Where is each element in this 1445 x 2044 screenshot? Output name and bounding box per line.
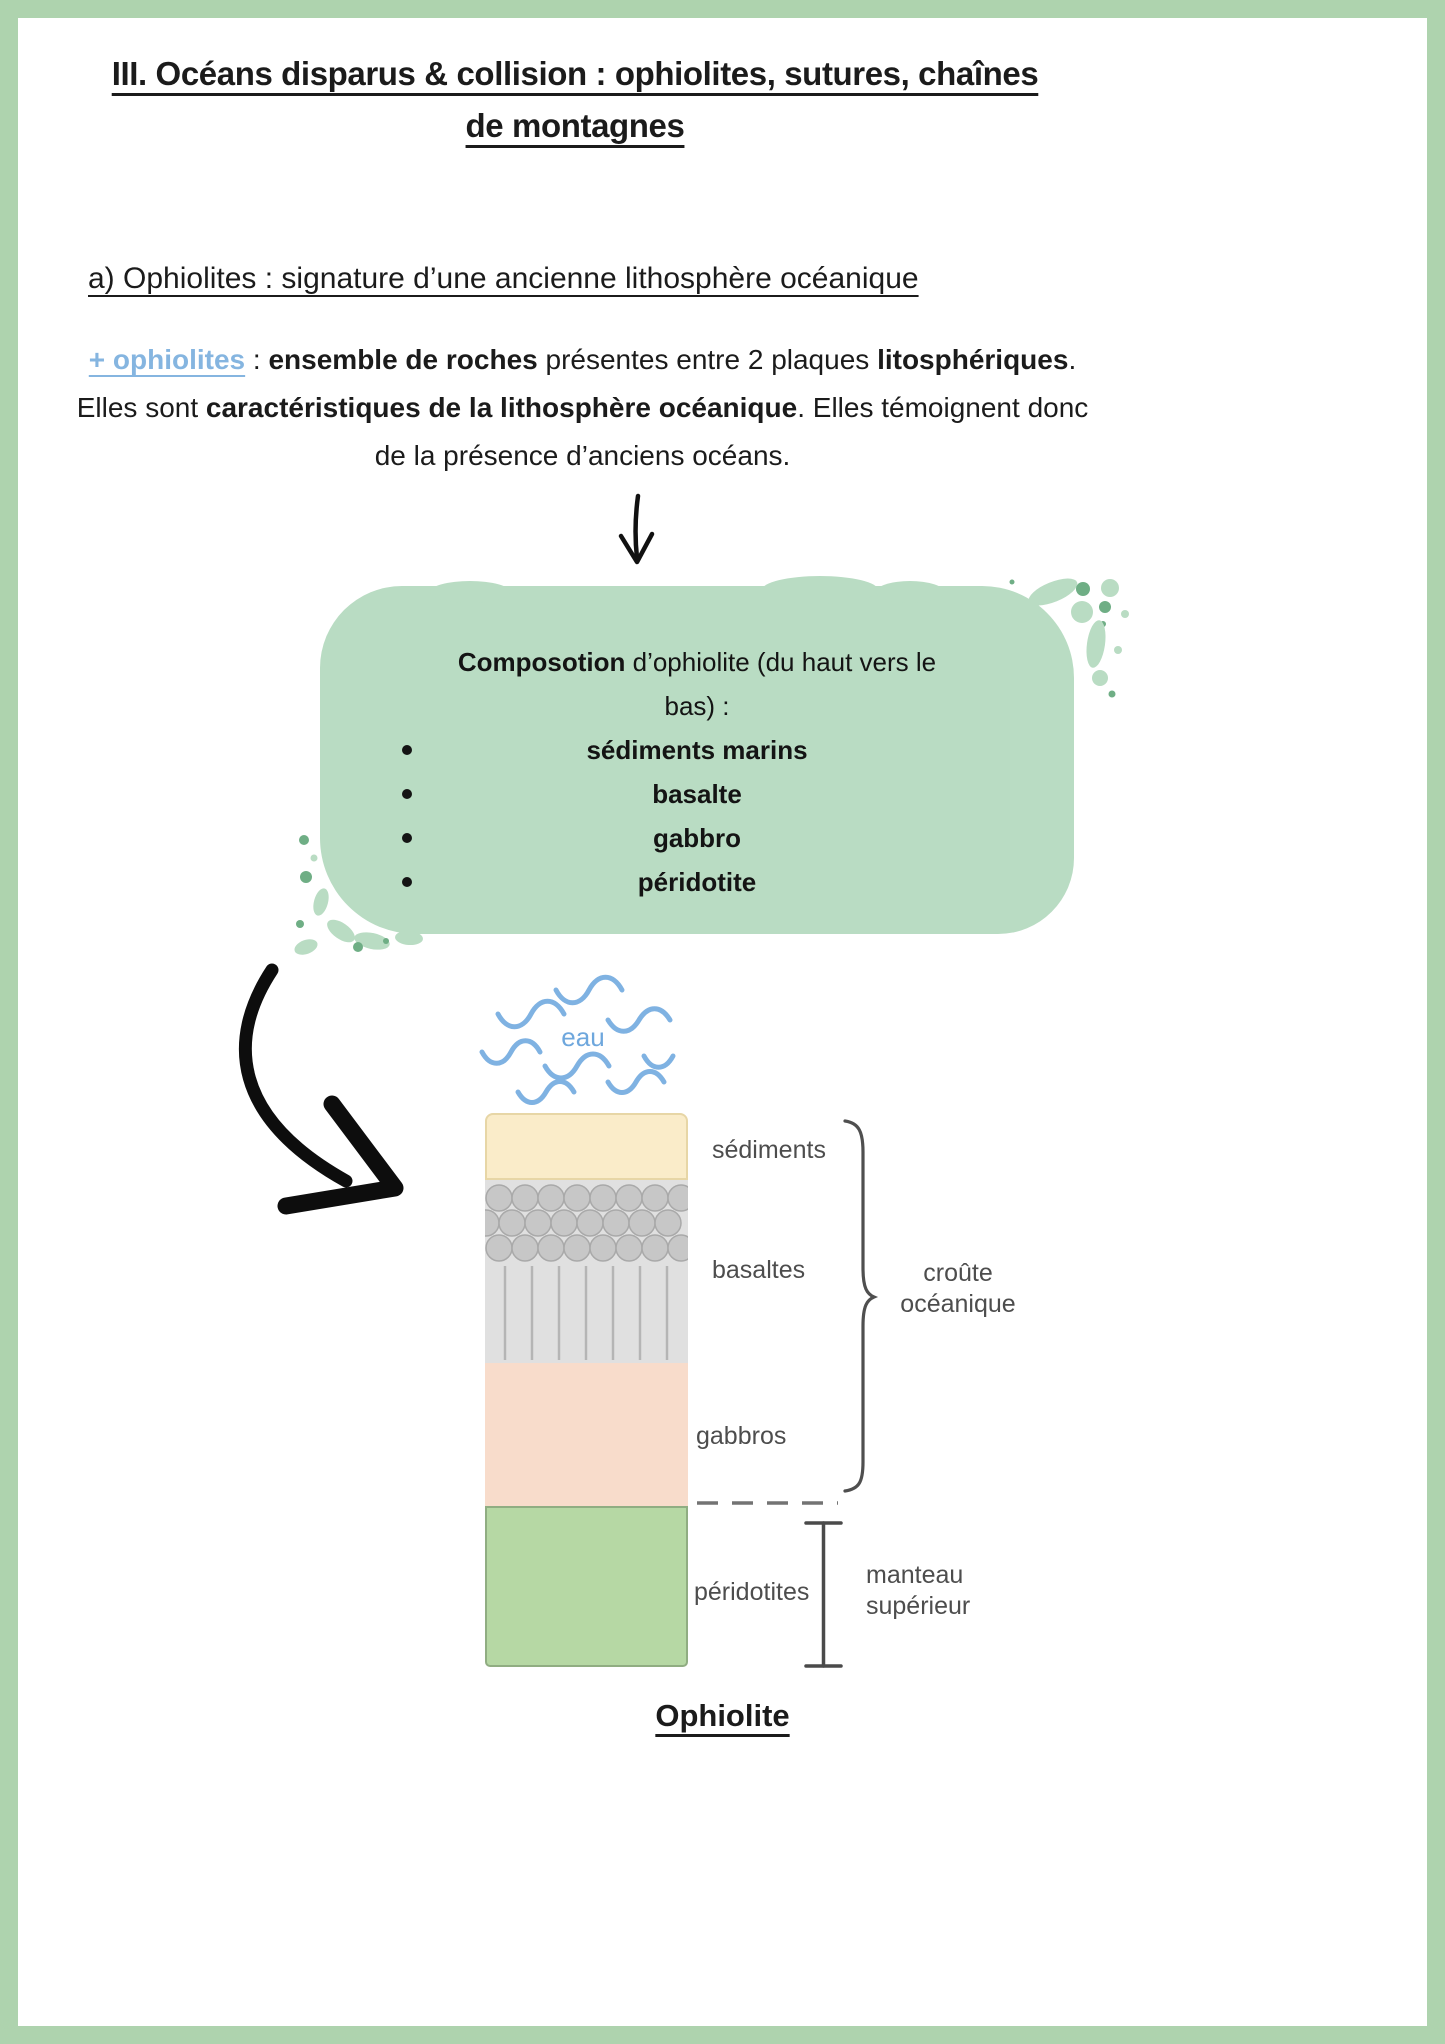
label-basaltes: basaltes: [712, 1256, 806, 1284]
bullet-icon: [402, 833, 412, 843]
diagram-caption-text: Ophiolite: [655, 1698, 790, 1733]
definition-bold-ensemble: ensemble de roches: [268, 344, 538, 375]
label-oceanic-crust-line-1: croûte: [923, 1259, 993, 1287]
label-upper-mantle: [866, 1560, 970, 1622]
layer-basaltes: [485, 1180, 688, 1363]
layer-peridotites: [485, 1506, 688, 1667]
composition-intro-line-1: [320, 640, 1074, 684]
mantle-bracket-icon: [806, 1523, 841, 1666]
composition-box: [320, 586, 1074, 934]
bullet-icon: [402, 789, 412, 799]
label-oceanic-crust-line-2: océanique: [900, 1290, 1016, 1318]
water-label: eau: [561, 1022, 605, 1052]
definition-paragraph: [55, 336, 1110, 480]
section-heading-text: a) Ophiolites : signature d’une ancienne lithosphère océanique: [88, 262, 919, 295]
definition-bold-caracteristiques: caractéristiques de la lithosphère océanique: [205, 392, 798, 423]
definition-line-1: [55, 336, 1110, 384]
label-upper-mantle-line-1: manteau: [866, 1561, 964, 1589]
curved-arrow-icon: [245, 970, 395, 1206]
label-oceanic-crust: [878, 1258, 1038, 1320]
section-heading: [88, 262, 919, 296]
list-item: [320, 772, 1074, 816]
definition-period: .: [1068, 344, 1077, 375]
bullet-text: sédiments marins: [586, 735, 808, 765]
definition-line-3: de la présence d’anciens océans.: [374, 440, 791, 471]
composition-intro-bold: Composotion: [457, 647, 626, 677]
definition-line2-start: Elles sont: [76, 392, 206, 423]
composition-intro-line-2: bas) :: [664, 691, 730, 721]
crust-brace-icon: [845, 1121, 874, 1491]
list-item: [320, 816, 1074, 860]
page-title: [28, 48, 1122, 152]
label-peridotites: péridotites: [694, 1578, 810, 1606]
bullet-icon: [402, 745, 412, 755]
composition-intro-rest: d’ophiolite (du haut vers le: [625, 647, 937, 677]
definition-line-2: [55, 384, 1110, 432]
bullet-icon: [402, 877, 412, 887]
ophiolites-term: + ophiolites: [88, 344, 246, 375]
diagram-caption: [0, 1698, 1445, 1734]
label-upper-mantle-line-2: supérieur: [866, 1592, 971, 1620]
bullet-text: gabbro: [652, 823, 742, 853]
title-line-2: de montagnes: [465, 107, 685, 144]
definition-colon: :: [245, 344, 269, 375]
label-sediments: sédiments: [712, 1136, 826, 1164]
list-item: [320, 728, 1074, 772]
title-line-1: III. Océans disparus & collision : ophiolites, sutures, chaînes: [111, 55, 1039, 92]
definition-line2-end: . Elles témoignent donc: [797, 392, 1089, 423]
definition-mid-text: présentes entre 2 plaques: [537, 344, 878, 375]
label-gabbros: gabbros: [696, 1422, 787, 1450]
pillow-lava-pattern-icon: [485, 1180, 688, 1363]
bullet-text: basalte: [652, 779, 742, 809]
definition-bold-litospheriques: litosphériques: [877, 344, 1069, 375]
layer-sediments: [485, 1113, 688, 1180]
list-item: [320, 860, 1074, 904]
down-arrow-icon: [621, 496, 652, 562]
layer-gabbros: [485, 1363, 688, 1506]
bullet-text: péridotite: [637, 867, 757, 897]
